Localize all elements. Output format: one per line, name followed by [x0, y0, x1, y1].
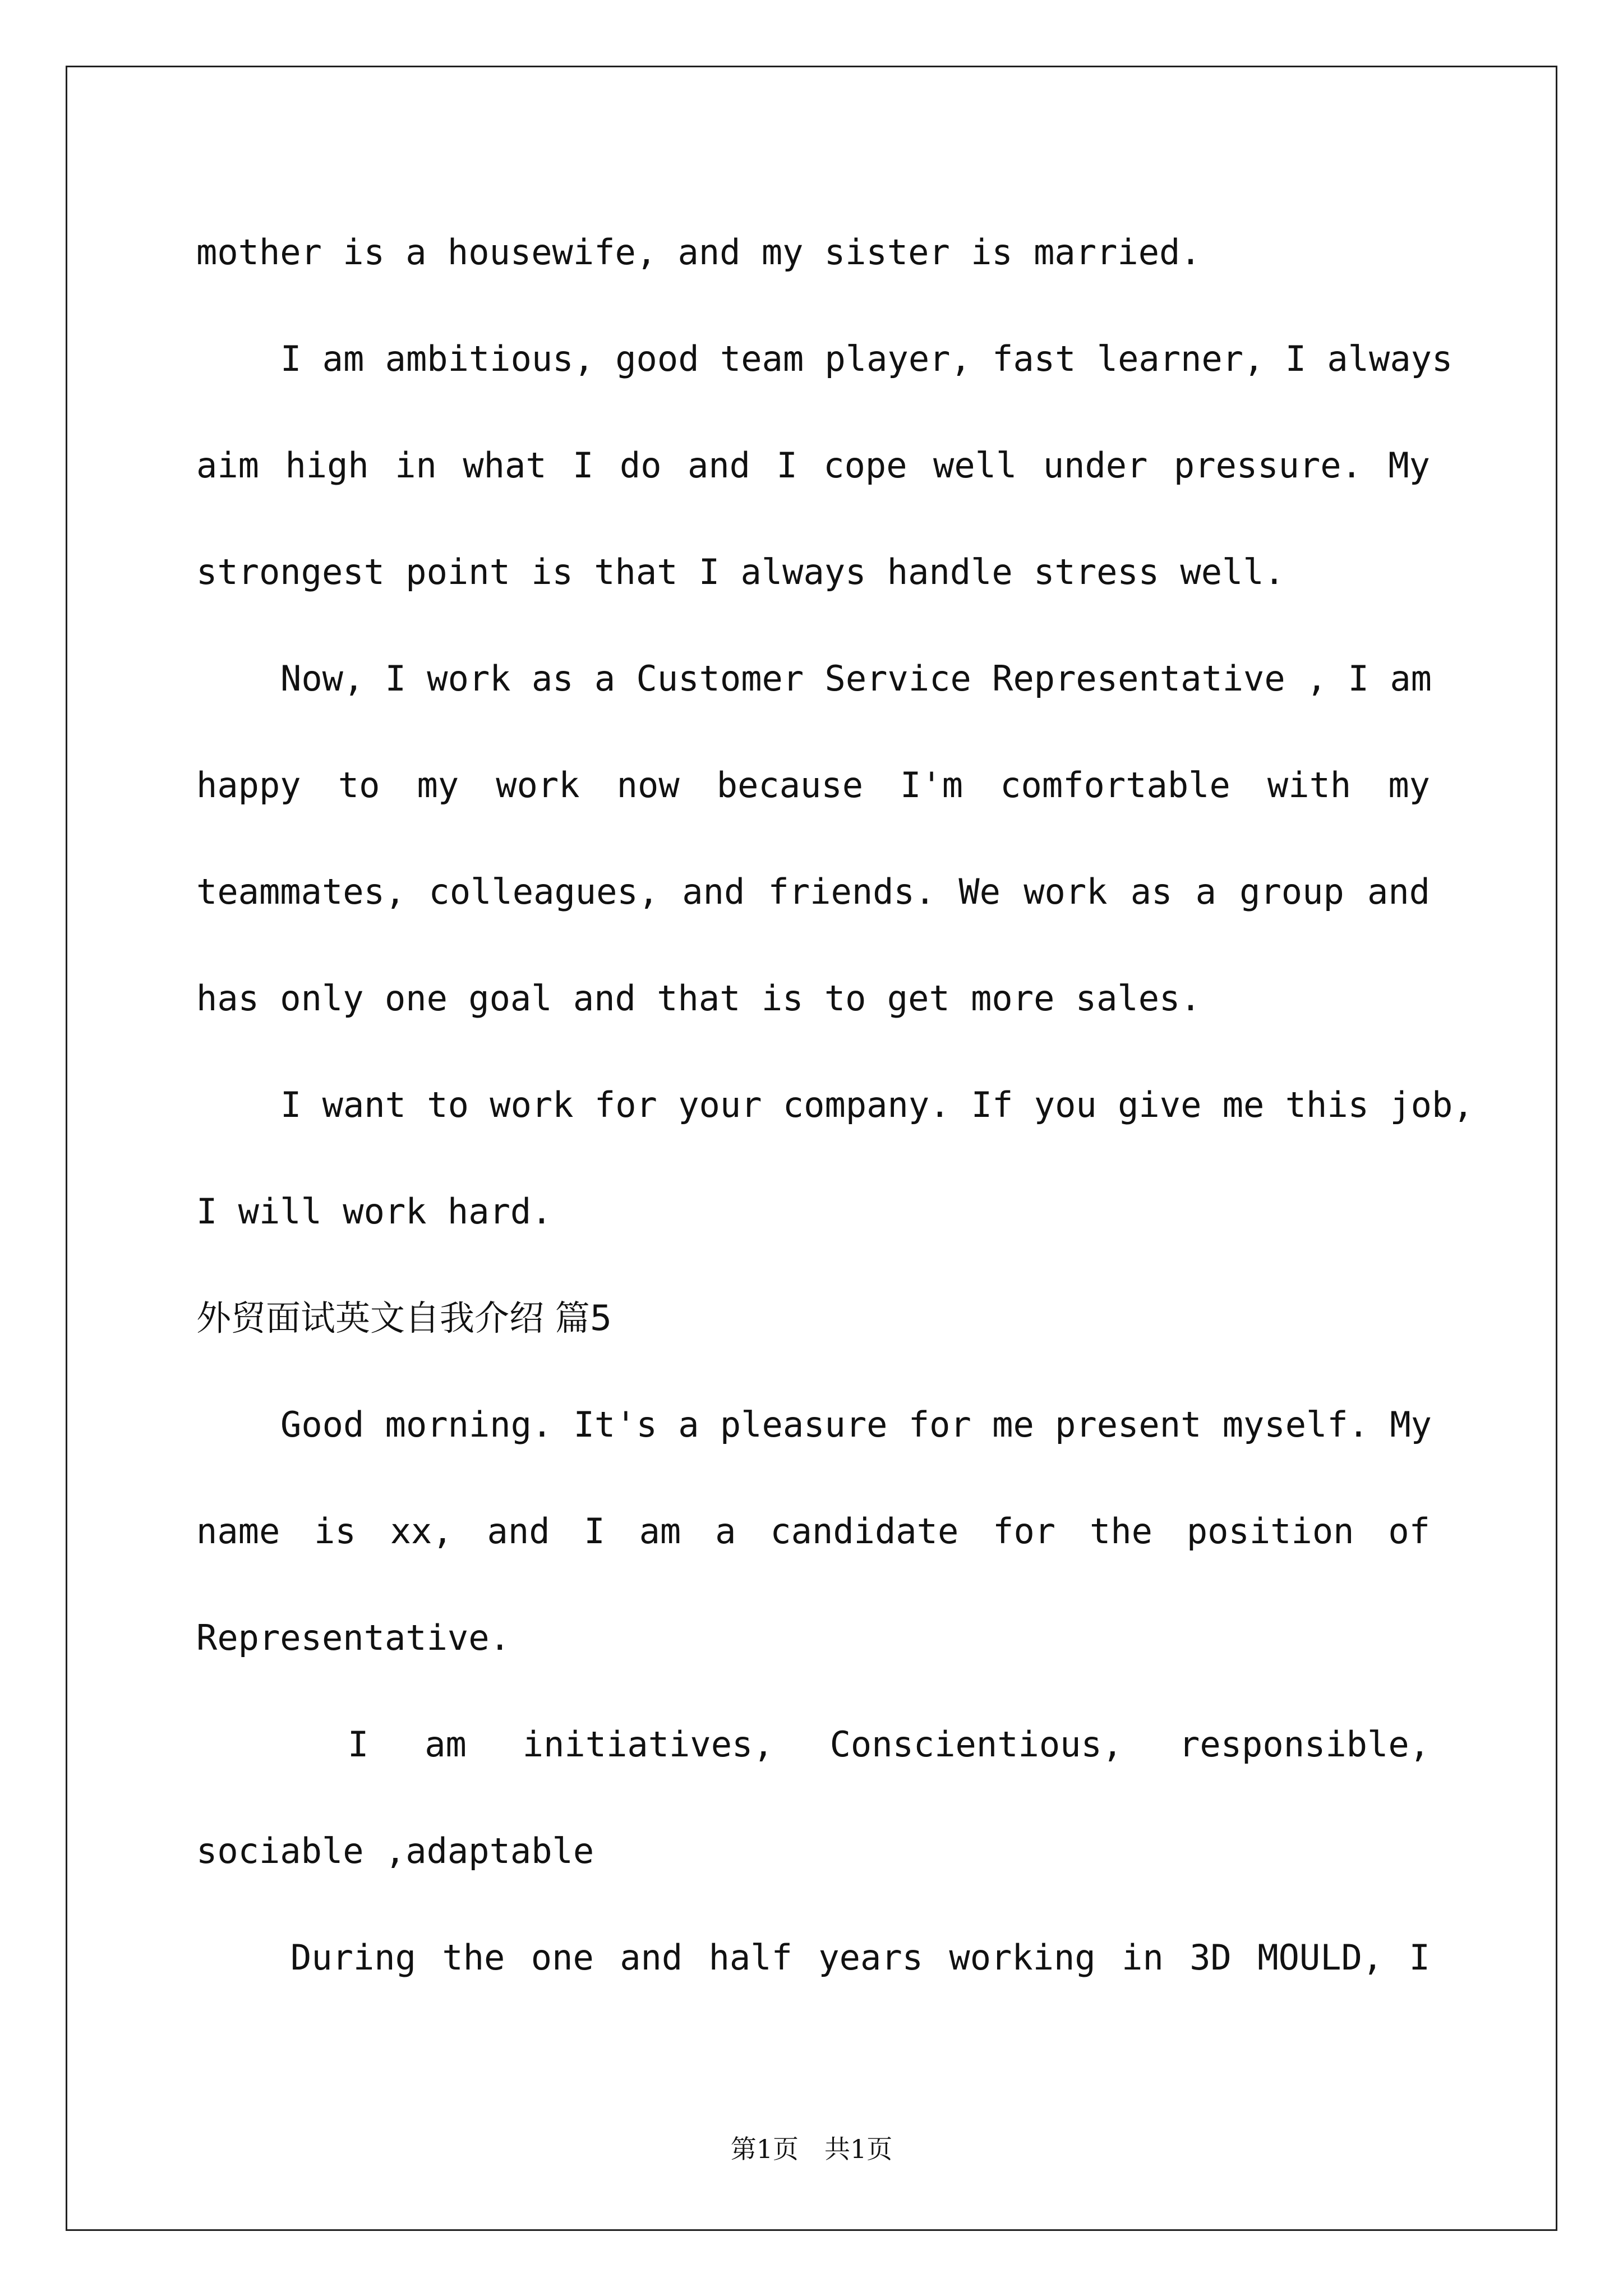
text-line: sociable ,adaptable	[196, 1830, 594, 1871]
text-line: strongest point is that I always handle stress well.	[196, 551, 1285, 592]
text-line: Good morning. It's a pleasure for me present myself. My	[280, 1404, 1432, 1445]
text-line: teammates, colleagues, and friends. We work as a group and	[196, 871, 1430, 912]
text-line: aim high in what I do and I cope well under pressure. My	[196, 445, 1430, 486]
text-line: I am initiatives, Conscientious, responsible,	[348, 1724, 1430, 1765]
text-line: During the one and half years working in 3D MOULD, I	[291, 1937, 1430, 1978]
text-line: I will work hard.	[196, 1191, 552, 1232]
text-line: I am ambitious, good team player, fast learner, I always	[280, 338, 1453, 379]
page-footer: 第1页 共1页	[730, 2134, 893, 2164]
text-line: name is xx, and I am a candidate for the position of	[196, 1511, 1430, 1552]
text-line: has only one goal and that is to get more sales.	[196, 978, 1201, 1019]
section-heading: 外贸面试英文自我介绍 篇5	[196, 1297, 612, 1338]
text-line: I want to work for your company. If you give me this job,	[280, 1084, 1474, 1125]
text-line: mother is a housewife, and my sister is married.	[196, 232, 1201, 273]
text-line: happy to my work now because I'm comfortable with my	[196, 765, 1430, 806]
text-line: Now, I work as a Customer Service Representative , I am	[280, 658, 1432, 699]
document-body	[196, 199, 1474, 2011]
text-line: Representative.	[196, 1617, 510, 1658]
